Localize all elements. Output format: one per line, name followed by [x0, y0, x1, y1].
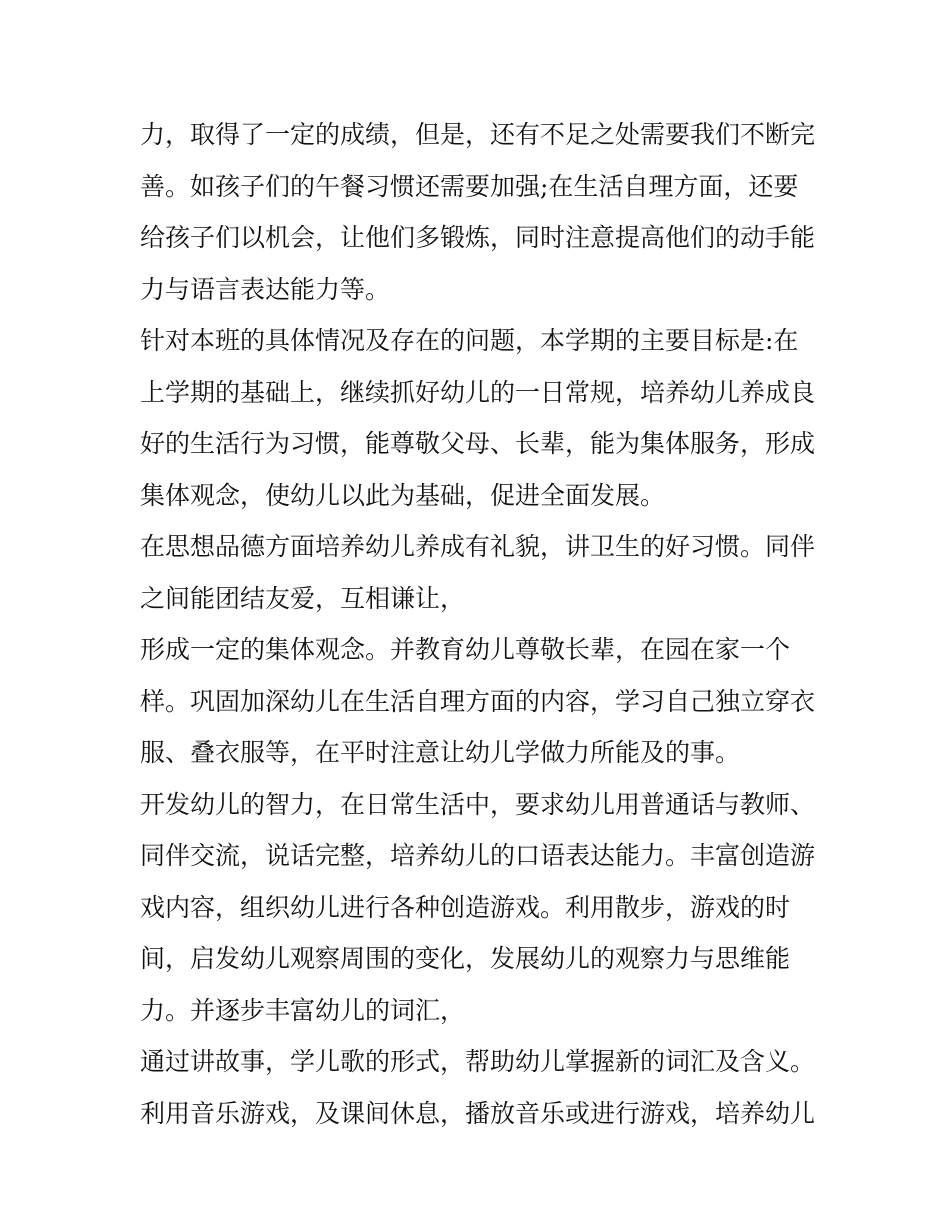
text-line: 戏内容，组织幼儿进行各种创造游戏。利用散步，游戏的时: [140, 892, 791, 922]
body-text: [140, 109, 820, 1139]
text-line: 通过讲故事，学儿歌的形式，帮助幼儿掌握新的词汇及含义。: [140, 1047, 816, 1076]
text-line: 服、叠衣服等，在平时注意让幼儿学做力所能及的事。: [140, 738, 741, 767]
text-line: 形成一定的集体观念。并教育幼儿尊敬长辈，在园在家一个: [140, 635, 791, 664]
text-line: 善。如孩子们的午餐习惯还需要加强;在生活自理方面，还要: [140, 171, 799, 201]
text-line: 给孩子们以机会，让他们多锻炼，同时注意提高他们的动手能: [140, 223, 816, 252]
text-line: 在思想品德方面培养幼儿养成有礼貌，讲卫生的好习惯。同伴: [140, 532, 816, 561]
text-line: 力。并逐步丰富幼儿的词汇，: [140, 995, 466, 1025]
text-line: 集体观念，使幼儿以此为基础，促进全面发展。: [140, 480, 666, 510]
text-line: 针对本班的具体情况及存在的问题，本学期的主要目标是:在: [140, 326, 799, 355]
text-line: 开发幼儿的智力，在日常生活中，要求幼儿用普通话与教师、: [140, 789, 816, 819]
text-line: 利用音乐游戏，及课间休息，播放音乐或进行游戏，培养幼儿: [140, 1098, 816, 1128]
text-line: 同伴交流，说话完整，培养幼儿的口语表达能力。丰富创造游: [140, 841, 816, 870]
text-line: 样。巩固加深幼儿在生活自理方面的内容，学习自己独立穿衣: [140, 686, 816, 716]
text-line: 间，启发幼儿观察周围的变化，发展幼儿的观察力与思维能: [140, 944, 791, 973]
text-line: 之间能团结友爱，互相谦让，: [140, 583, 466, 613]
text-line: 上学期的基础上，继续抓好幼儿的一日常规，培养幼儿养成良: [140, 377, 816, 407]
text-line: 好的生活行为习惯，能尊敬父母、长辈，能为集体服务，形成: [140, 429, 816, 458]
text-line: 力，取得了一定的成绩，但是，还有不足之处需要我们不断完: [140, 120, 816, 149]
text-line: 力与语言表达能力等。: [140, 274, 391, 304]
